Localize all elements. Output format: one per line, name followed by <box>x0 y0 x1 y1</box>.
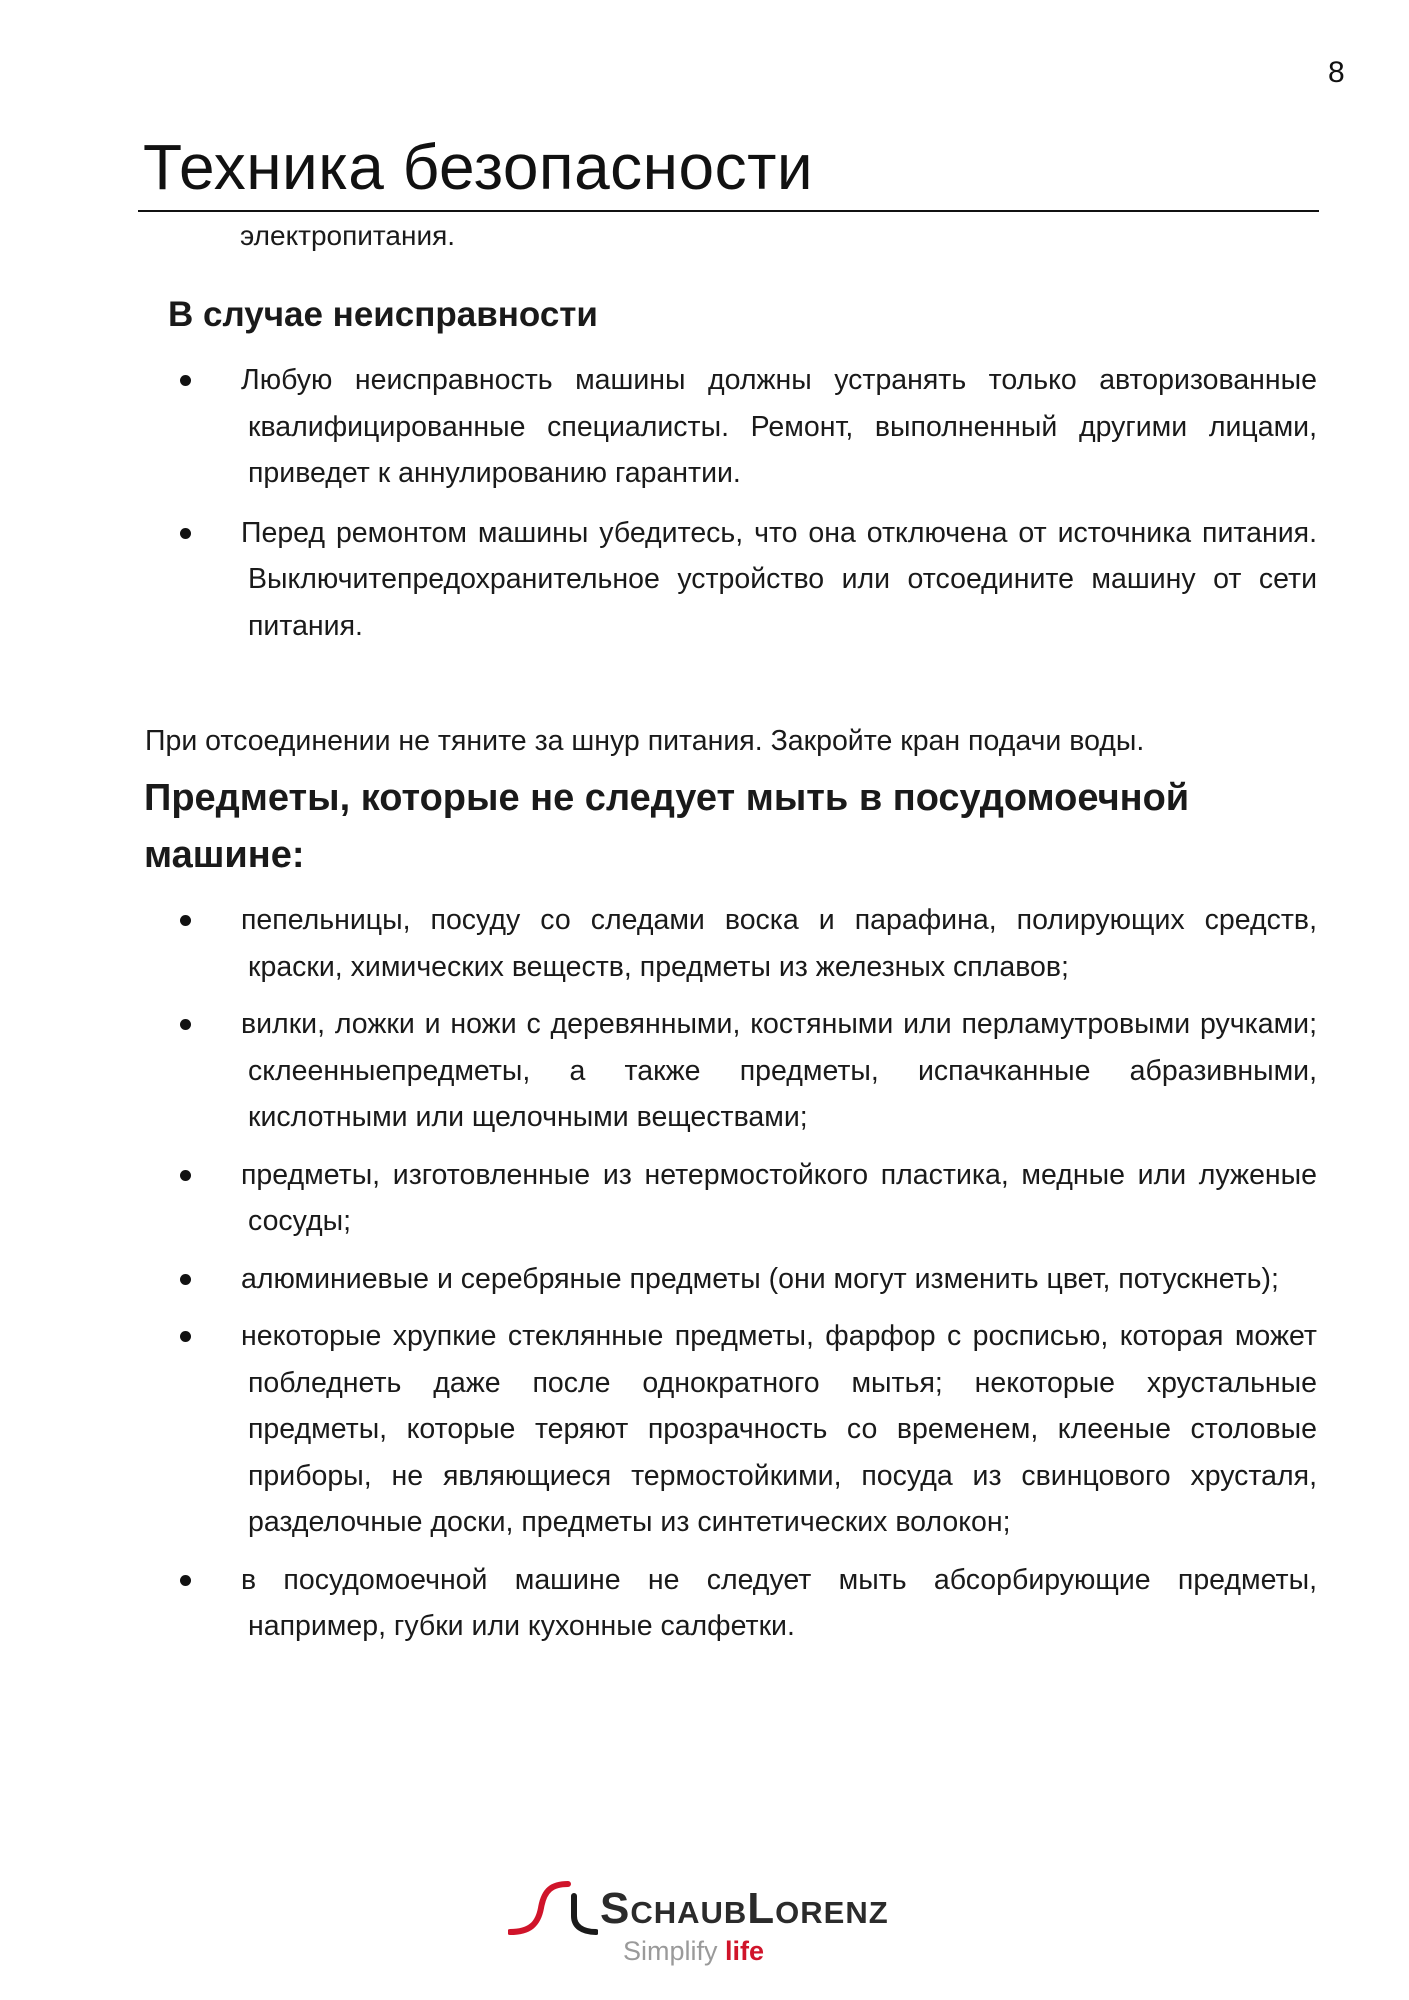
list-item-text: пепельницы, посуду со следами воска и парафина, полирующих средств, краски, химических веществ, предметы из железных сплавов; <box>241 904 1317 983</box>
list-item-text: в посудомоечной машине не следует мыть абсорбирующие предметы, например, губки или кухонные салфетки. <box>241 1563 1317 1642</box>
brand-name: SchaubLorenz <box>600 1884 889 1933</box>
bullet-icon <box>180 1170 191 1181</box>
list-item-text: алюминиевые и серебряные предметы (они могут изменить цвет, потускнеть); <box>241 1262 1279 1295</box>
brand-logo <box>508 1880 928 1980</box>
list-item <box>180 510 1317 650</box>
list-item-text: Любую неисправность машины должны устранять только авторизованные квалифицированные специалисты. Ремонт, выполненный другими лицами, приведет к аннулированию гарантии. <box>241 364 1317 489</box>
bullet-icon <box>180 1019 191 1030</box>
list-item <box>180 1256 1317 1303</box>
tagline-main: Simplify <box>623 1936 718 1966</box>
list-item <box>180 1313 1317 1546</box>
title-divider <box>138 210 1319 212</box>
list-item-text: вилки, ложки и ножи с деревянными, костяными или перламутровыми ручками; склеенныепредметы, а также предметы, испачканные абразивными, кислотными или щелочными веществами; <box>241 1008 1317 1133</box>
list-item <box>180 897 1317 990</box>
bullet-icon <box>180 1331 191 1342</box>
bullet-icon <box>180 375 191 386</box>
list-item <box>180 1557 1317 1650</box>
bullet-icon <box>180 528 191 539</box>
bullet-icon <box>180 1274 191 1285</box>
brand-tagline <box>623 1936 764 1967</box>
heading-not-washable: Предметы, которые не следует мыть в посудомоечной машине: <box>144 777 1190 876</box>
list-item-text: предметы, изготовленные из нетермостойкого пластика, медные или луженые сосуды; <box>241 1158 1317 1237</box>
list-item <box>180 1001 1317 1141</box>
list-item <box>180 357 1317 497</box>
disconnect-note: При отсоединении не тяните за шнур питания. Закройте кран подачи воды. <box>145 725 1145 757</box>
malfunction-list <box>180 357 1317 649</box>
tagline-accent: life <box>725 1936 765 1966</box>
page-number: 8 <box>1328 56 1345 89</box>
schaublorenz-logo-icon <box>508 1880 598 1940</box>
bullet-icon <box>180 1575 191 1586</box>
list-item-text: некоторые хрупкие стеклянные предметы, фарфор с росписью, которая может побледнеть даже после однократного мытья; некоторые хрустальные предметы, которые теряют прозрачность со временем, клееные столовые приборы, не являющиеся термостойкими, посуда из свинцового хрусталя, разделочные доски, предметы из синтетических волокон; <box>241 1320 1317 1538</box>
continued-text: электропитания. <box>240 220 456 251</box>
not-washable-list <box>180 897 1317 1650</box>
page-title: Техника безопасности <box>143 131 814 203</box>
bullet-icon <box>180 915 191 926</box>
list-item <box>180 1152 1317 1245</box>
list-item-text: Перед ремонтом машины убедитесь, что она отключена от источника питания. Выключитепредохранительное устройство или отсоедините машину от сети питания. <box>241 516 1317 642</box>
heading-malfunction: В случае неисправности <box>168 295 598 334</box>
